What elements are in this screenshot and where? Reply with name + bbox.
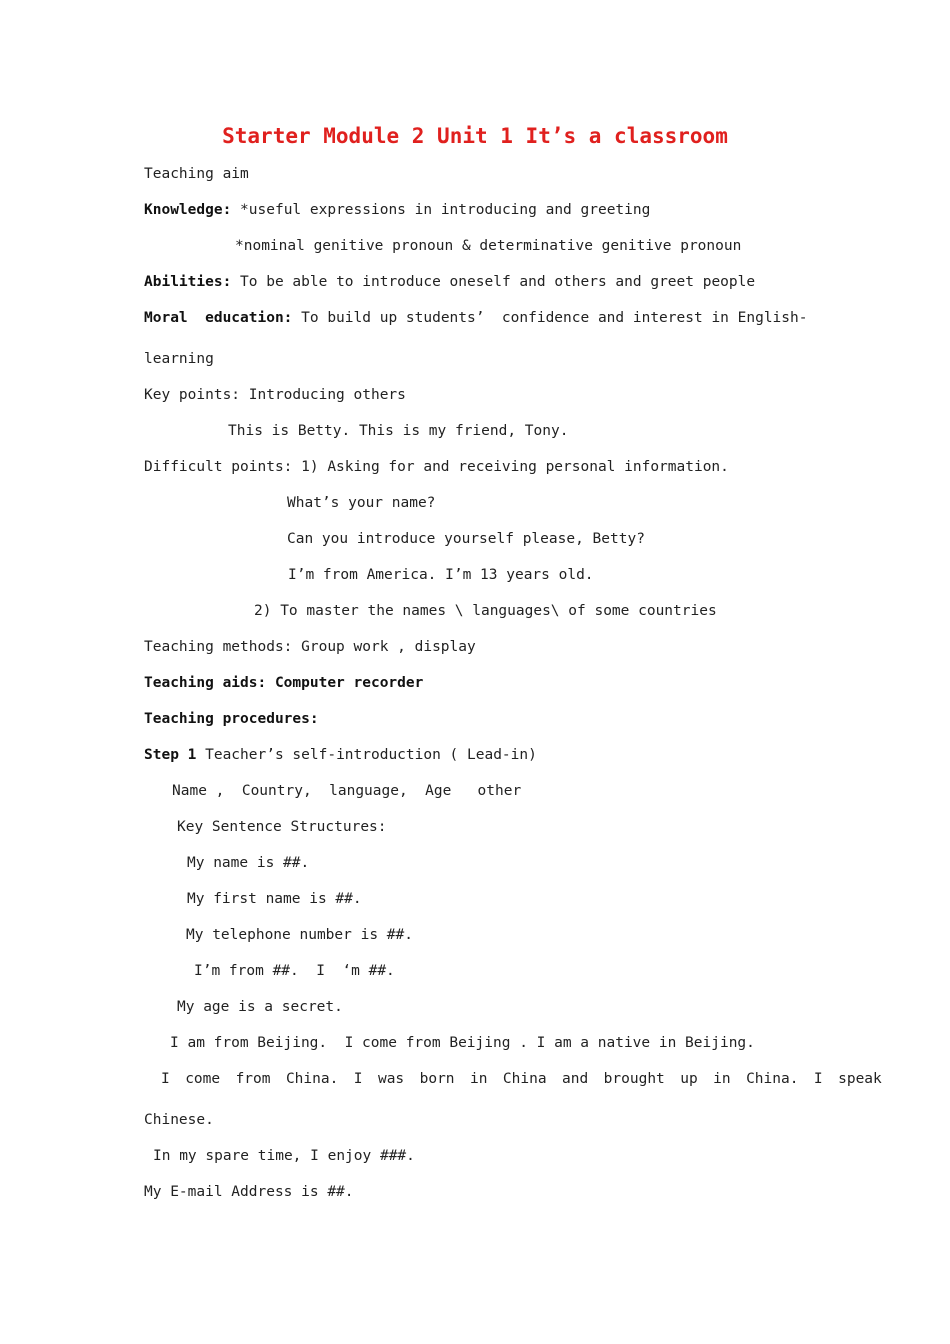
sentence-3: My telephone number is ##. (186, 927, 413, 943)
moral-continued: learning (144, 351, 214, 367)
key-points-example: This is Betty. This is my friend, Tony. (228, 423, 569, 439)
sentence-1: My name is ##. (187, 855, 310, 871)
sentence-5: My age is a secret. (177, 999, 343, 1015)
sentence-8: In my spare time, I enjoy ###. (153, 1148, 415, 1164)
abilities-line (144, 272, 755, 292)
difficult-example-1: What’s your name? (287, 495, 436, 511)
sentence-4: I’m from ##. I ‘m ##. (194, 963, 395, 979)
teaching-methods: Teaching methods: Group work , display (144, 639, 476, 655)
sentence-2: My first name is ##. (187, 891, 362, 907)
knowledge-label: Knowledge: (144, 202, 232, 218)
page-title: Starter Module 2 Unit 1 It’s a classroom (222, 124, 728, 148)
key-sentences-heading: Key Sentence Structures: (177, 819, 387, 835)
sentence-9: My E-mail Address is ##. (144, 1184, 354, 1200)
sentence-6: I am from Beijing. I come from Beijing . I am a native in Beijing. (170, 1035, 755, 1051)
abilities-label: Abilities: (144, 274, 232, 290)
step-1 (144, 745, 537, 765)
step-1-text: Teacher’s self-introduction ( Lead-in) (196, 747, 537, 763)
difficult-example-2: Can you introduce yourself please, Betty? (287, 531, 645, 547)
knowledge-item-1: *useful expressions in introducing and greeting (240, 202, 651, 218)
key-points: Key points: Introducing others (144, 387, 406, 403)
moral-text: To build up students’ confidence and interest in English- (301, 310, 808, 326)
difficult-example-3: I’m from America. I’m 13 years old. (288, 567, 594, 583)
step-1-label: Step 1 (144, 747, 197, 763)
teaching-aids: Teaching aids: Computer recorder (144, 675, 424, 691)
abilities-text: To be able to introduce oneself and others and greet people (240, 274, 756, 290)
moral-label: Moral education: (144, 310, 293, 326)
teaching-procedures: Teaching procedures: (144, 711, 319, 727)
moral-line (144, 308, 807, 328)
knowledge-line (144, 200, 650, 220)
difficult-points: Difficult points: 1) Asking for and receiving personal information. (144, 459, 729, 475)
sentence-7-continued: Chinese. (144, 1112, 214, 1128)
difficult-point-2: 2) To master the names \ languages\ of some countries (254, 603, 717, 619)
sentence-7: I come from China. I was born in China and brought up in China. I speak (161, 1071, 882, 1087)
categories: Name , Country, language, Age other (172, 783, 522, 799)
teaching-aim-heading: Teaching aim (144, 166, 249, 182)
knowledge-item-2: *nominal genitive pronoun & determinative genitive pronoun (235, 238, 742, 254)
